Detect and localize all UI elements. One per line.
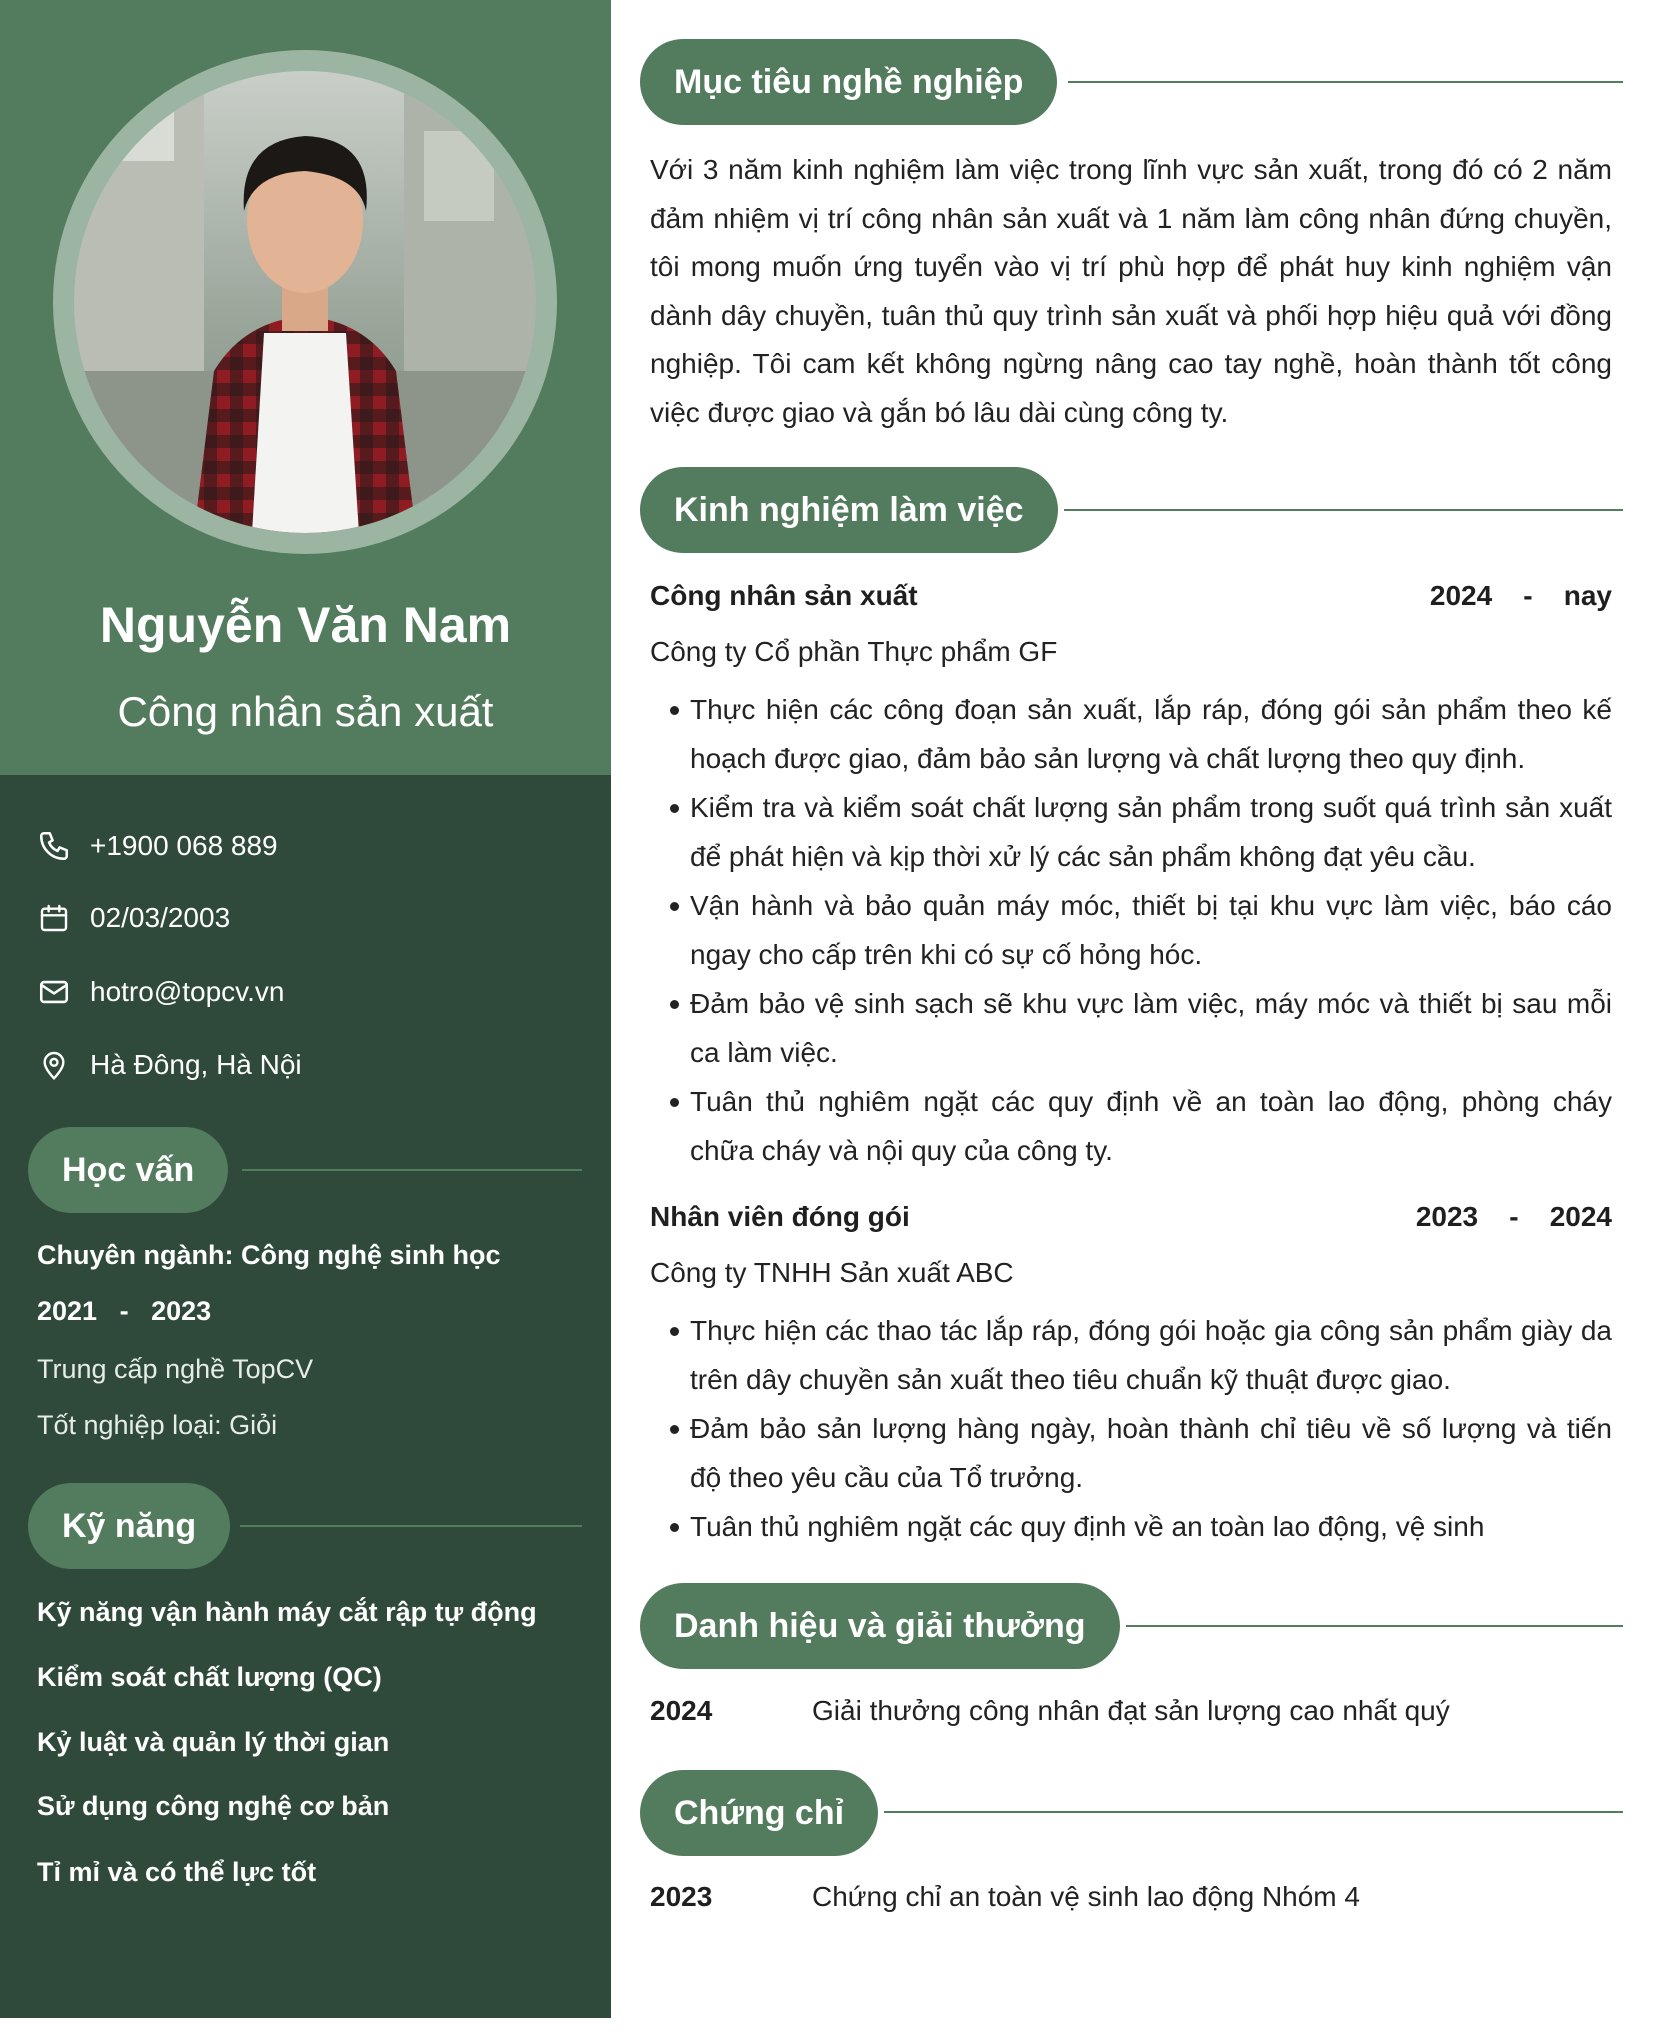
calendar-icon	[36, 900, 72, 936]
contact-birthday	[36, 898, 230, 938]
job-period: 2024 - nay	[1429, 580, 1612, 611]
list-item: Kiểm tra và kiểm soát chất lượng sản phẩm trong suốt quá trình sản xuất để phát hiện và kịp thời xử lý các sản phẩm không đạt yêu cầu.	[650, 784, 1612, 881]
job-start: 2024	[1429, 580, 1493, 611]
job-end: nay	[1563, 580, 1612, 611]
education-end: 2023	[151, 1296, 212, 1326]
experience-divider	[1064, 509, 1623, 511]
education-start: 2021	[37, 1296, 98, 1326]
skill-item: Kiểm soát chất lượng (QC)	[37, 1662, 382, 1692]
skill-item: Kỹ năng vận hành máy cắt rập tự động	[37, 1597, 537, 1627]
award-text: Giải thưởng công nhân đạt sản lượng cao nhất quý	[812, 1695, 1450, 1726]
job-company: Công ty TNHH Sản xuất ABC	[650, 1257, 1014, 1288]
certificate-text: Chứng chỉ an toàn vệ sinh lao động Nhóm 4	[812, 1881, 1360, 1912]
certificate-year: 2023	[650, 1881, 713, 1912]
birthday-text: 02/03/2003	[90, 902, 231, 933]
skill-item: Sử dụng công nghệ cơ bản	[37, 1791, 390, 1821]
objective-text: Với 3 năm kinh nghiệm làm việc trong lĩnh vực sản xuất, trong đó có 2 năm đảm nhiệm vị trí công nhân sản xuất và 1 năm làm công nhân đứng chuyền, tôi mong muốn ứng tuyển vào vị trí phù hợp để phát huy kinh nghiệm vận dành dây chuyền, tuân thủ quy trình sản xuất và phối hợp hiệu quả với đồng nghiệp. Tôi cam kết không ngừng nâng cao tay nghề, hoàn thành tốt công việc được giao và gắn bó lâu dài cùng công ty.	[650, 154, 1612, 428]
mail-icon	[36, 974, 72, 1010]
skills-heading: Kỹ năng	[28, 1483, 230, 1569]
list-item: Tuân thủ nghiêm ngặt các quy định về an toàn lao động, phòng cháy chữa cháy và nội quy của công ty.	[650, 1078, 1612, 1175]
certificates-heading: Chứng chỉ	[640, 1770, 878, 1856]
list-item: Đảm bảo sản lượng hàng ngày, hoàn thành chỉ tiêu về số lượng và tiến độ theo yêu cầu của Tổ trưởng.	[650, 1405, 1612, 1502]
job-header	[650, 580, 1612, 620]
candidate-name: Nguyễn Văn Nam	[99, 597, 512, 653]
email-text: hotro@topcv.vn	[90, 976, 285, 1007]
sidebar	[0, 0, 611, 2018]
objective-heading: Mục tiêu nghề nghiệp	[640, 39, 1057, 125]
job-start: 2023	[1415, 1201, 1479, 1232]
education-period: 2021 - 2023	[37, 1296, 212, 1326]
contact-phone	[36, 826, 278, 866]
job-duties	[650, 686, 1612, 1176]
contact-address	[36, 1045, 302, 1085]
education-major: Chuyên ngành: Công nghệ sinh học	[37, 1240, 501, 1270]
avatar	[74, 71, 536, 533]
list-item: Thực hiện các công đoạn sản xuất, lắp ráp, đóng gói sản phẩm theo kế hoạch được giao, đảm bảo sản lượng và chất lượng theo quy định.	[650, 686, 1612, 783]
job-company: Công ty Cổ phần Thực phẩm GF	[650, 636, 1058, 667]
certificates-divider	[884, 1811, 1623, 1813]
profile-header	[0, 0, 611, 775]
job-position: Công nhân sản xuất	[650, 580, 918, 611]
objective-divider	[1068, 81, 1623, 83]
list-item: Đảm bảo vệ sinh sạch sẽ khu vực làm việc, máy móc và thiết bị sau mỗi ca làm việc.	[650, 980, 1612, 1077]
phone-icon	[36, 828, 72, 864]
experience-heading: Kinh nghiệm làm việc	[640, 467, 1058, 553]
skill-item: Kỷ luật và quản lý thời gian	[37, 1727, 390, 1757]
address-text: Hà Đông, Hà Nội	[90, 1049, 302, 1080]
job-position: Nhân viên đóng gói	[650, 1201, 910, 1232]
list-item: Thực hiện các thao tác lắp ráp, đóng gói hoặc gia công sản phẩm giày da trên dây chuyền sản xuất theo tiêu chuẩn kỹ thuật được giao.	[650, 1307, 1612, 1404]
list-item: Tuân thủ nghiêm ngặt các quy định về an toàn lao động, vệ sinh	[650, 1503, 1612, 1552]
award-year: 2024	[650, 1695, 713, 1726]
job-end: 2024	[1549, 1201, 1612, 1232]
education-school: Trung cấp nghề TopCV	[37, 1354, 314, 1384]
job-period: 2023 - 2024	[1415, 1201, 1612, 1232]
avatar-photo	[74, 71, 536, 533]
skills-divider	[240, 1525, 582, 1527]
education-divider	[242, 1169, 582, 1171]
awards-divider	[1126, 1625, 1623, 1627]
education-heading: Học vấn	[28, 1127, 228, 1213]
job-header	[650, 1201, 1612, 1241]
job-duties	[650, 1307, 1612, 1553]
education-grade: Tốt nghiệp loại: Giỏi	[37, 1410, 278, 1440]
candidate-title: Công nhân sản xuất	[117, 688, 494, 735]
list-item: Vận hành và bảo quản máy móc, thiết bị tại khu vực làm việc, báo cáo ngay cho cấp trên khi có sự cố hỏng hóc.	[650, 882, 1612, 979]
contact-email	[36, 972, 284, 1012]
skill-item: Tỉ mỉ và có thể lực tốt	[37, 1857, 317, 1887]
phone-text: +1900 068 889	[90, 830, 278, 861]
awards-heading: Danh hiệu và giải thưởng	[640, 1583, 1120, 1669]
location-pin-icon	[36, 1047, 72, 1083]
